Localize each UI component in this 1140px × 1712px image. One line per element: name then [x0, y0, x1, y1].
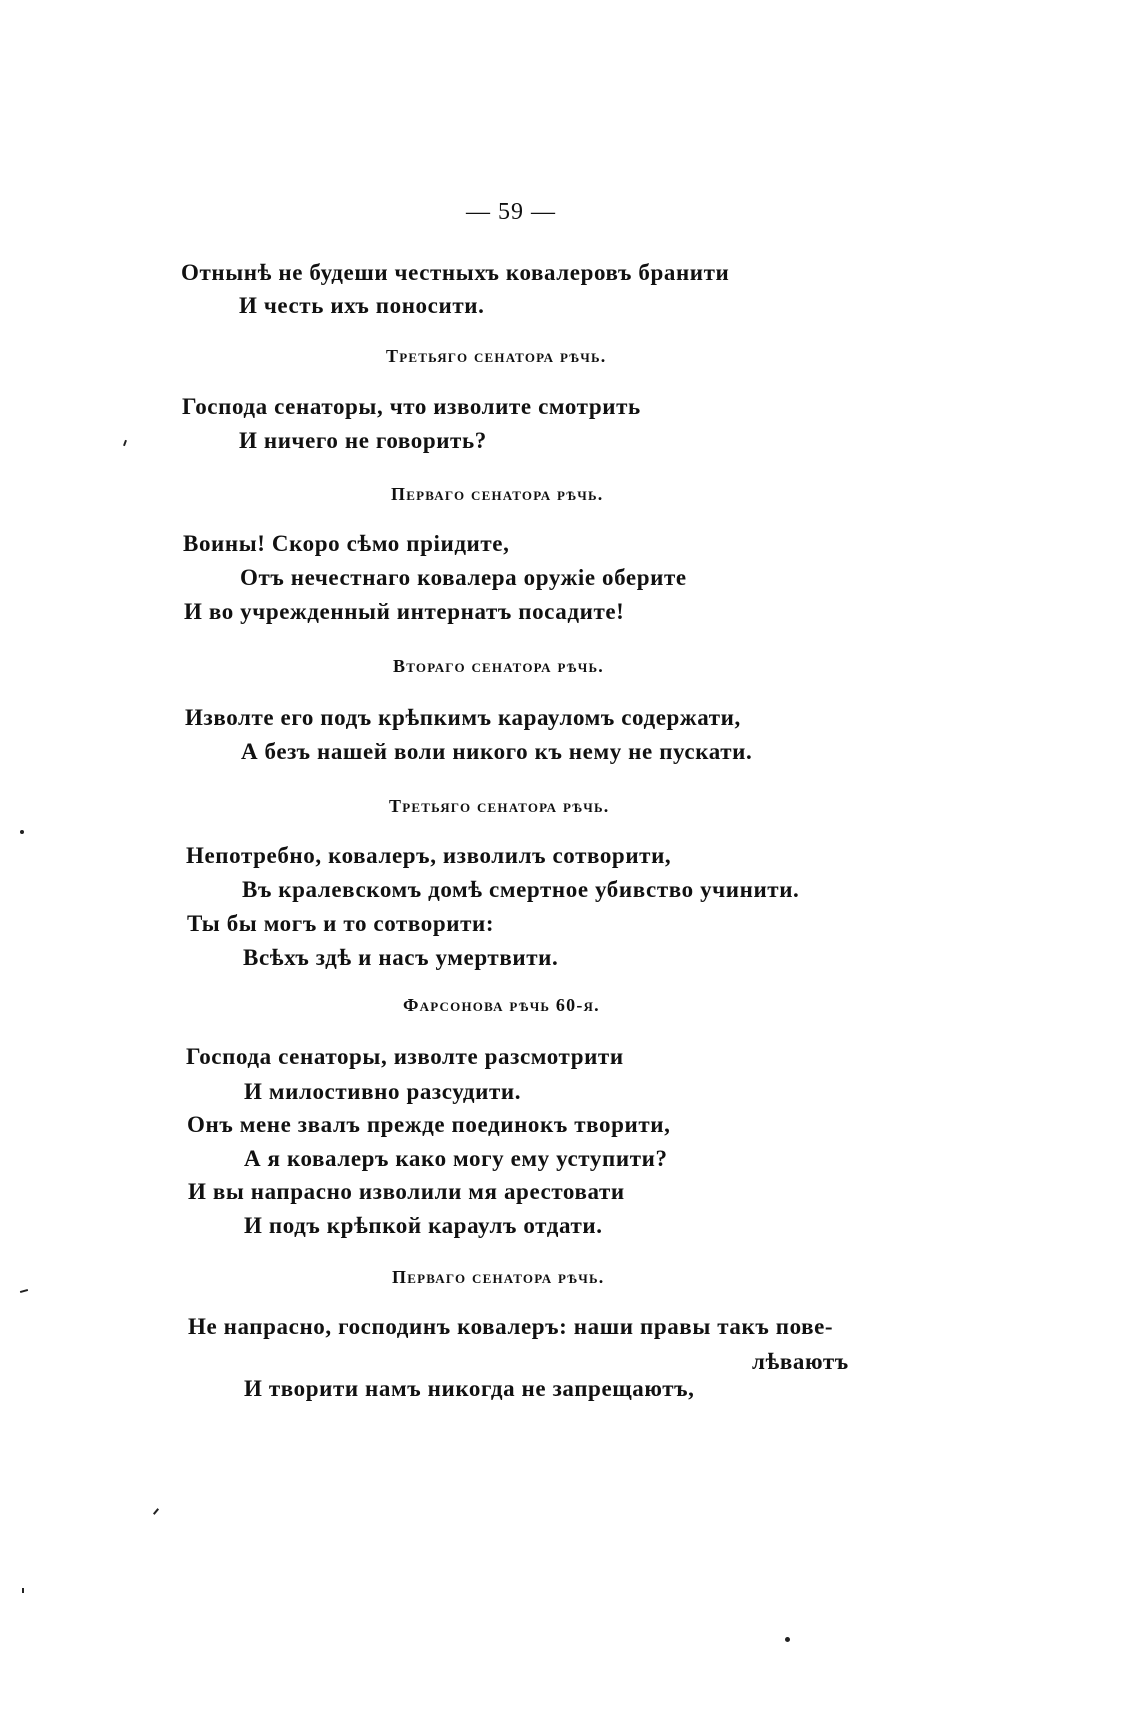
- scan-speck: [153, 1508, 159, 1515]
- speaker-heading: Третьяго сенатора рѣчь.: [386, 346, 607, 366]
- scan-speck: [785, 1637, 790, 1642]
- verse-line: И творити намъ никогда не запрещаютъ,: [244, 1376, 695, 1401]
- scan-speck: [20, 1289, 28, 1293]
- verse-line: И милостивно разсудити.: [244, 1079, 522, 1104]
- verse-line: А я ковалеръ како могу ему уступити?: [244, 1146, 668, 1171]
- page-number: — 59 —: [466, 199, 556, 225]
- verse-line: Отнынѣ не будеши честныхъ ковалеровъ бранити: [181, 260, 730, 285]
- verse-line: Непотребно, ковалеръ, изволилъ сотворити,: [186, 843, 672, 868]
- verse-line: И подъ крѣпкой караулъ отдати.: [244, 1213, 603, 1238]
- speaker-heading: Втораго сенатора рѣчь.: [393, 656, 604, 676]
- verse-line: Воины! Скоро сѣмо пріидите,: [183, 531, 510, 556]
- verse-line: И честь ихъ поносити.: [239, 293, 485, 318]
- verse-line: И во учрежденный интернатъ посадите!: [184, 599, 625, 624]
- verse-line: Онъ мене звалъ прежде поединокъ творити,: [187, 1112, 671, 1137]
- verse-line: И ничего не говорить?: [239, 428, 487, 453]
- verse-line: Отъ нечестнаго ковалера оружіе оберите: [240, 565, 687, 590]
- speaker-heading: Перваго сенатора рѣчь.: [391, 484, 604, 504]
- verse-line: Не напрасно, господинъ ковалеръ: наши правы такъ пове-: [188, 1314, 834, 1339]
- verse-line: Ты бы могъ и то сотворити:: [187, 911, 495, 936]
- verse-line: Всѣхъ здѣ и насъ умертвити.: [243, 945, 559, 970]
- scan-speck: [123, 440, 127, 446]
- speaker-heading: Перваго сенатора рѣчь.: [392, 1267, 605, 1287]
- verse-line: Въ кралевскомъ домѣ смертное убивство учинити.: [242, 877, 800, 902]
- verse-line: Господа сенаторы, изволте разсмотрити: [186, 1044, 624, 1069]
- speaker-heading: Фарсонова рѣчь 60-я.: [403, 995, 600, 1015]
- scan-speck: [20, 830, 24, 834]
- speaker-heading: Третьяго сенатора рѣчь.: [389, 796, 610, 816]
- scan-speck: [22, 1588, 24, 1593]
- verse-line: лѣваютъ: [752, 1349, 849, 1374]
- verse-line: И вы напрасно изволили мя арестовати: [188, 1179, 625, 1204]
- verse-line: Изволте его подъ крѣпкимъ карауломъ содержати,: [185, 705, 741, 730]
- verse-line: А безъ нашей воли никого къ нему не пускати.: [241, 739, 753, 764]
- verse-line: Господа сенаторы, что изволите смотрить: [182, 394, 641, 419]
